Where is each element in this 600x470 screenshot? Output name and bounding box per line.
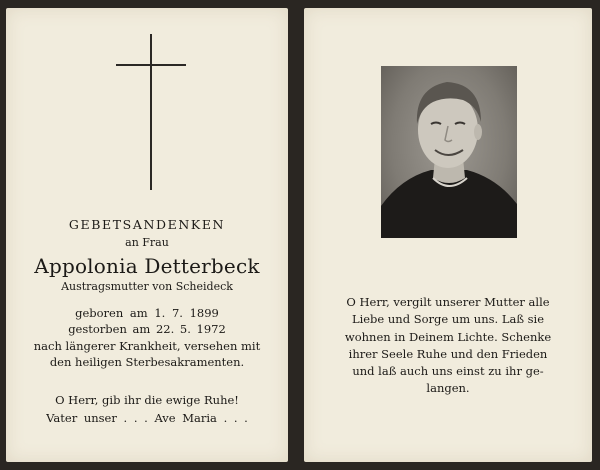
death-date: gestorben am 22. 5. 1972 [68,322,226,336]
right-card [304,8,592,462]
verse-line: O Herr, vergilt unserer Mutter alle [346,295,550,309]
verse-line: wohnen in Deinem Lichte. Schenke [344,329,552,344]
left-card [6,8,288,462]
cross-icon [116,34,186,190]
birth-date: geboren am 1. 7. 1899 [75,306,219,320]
memorial-verse [322,294,574,398]
prayer-line-1: O Herr, gib ihr die ewige Ruhe! [55,393,239,407]
deceased-name: Appolonia Detterbeck [34,254,260,278]
portrait-photo [381,66,517,238]
verse-line: Liebe und Sorge um uns. Laß sie [351,312,545,327]
verse-line: ihrer Seele Ruhe und den Frieden [348,346,548,361]
verse-line: langen. [426,381,470,396]
illness-line-1: nach längerer Krankheit, versehen mit [33,339,261,353]
card-heading: GEBETSANDENKEN [68,217,226,232]
prayer-line-2: Vater unser . . . Ave Maria . . . [46,411,248,425]
illness-line-2: den heiligen Sterbesakramenten. [49,355,245,369]
deceased-title: Austragsmutter von Scheideck [61,280,233,293]
salutation: an Frau [125,236,169,249]
verse-line: und laß auch uns einst zu ihr ge- [352,364,544,379]
